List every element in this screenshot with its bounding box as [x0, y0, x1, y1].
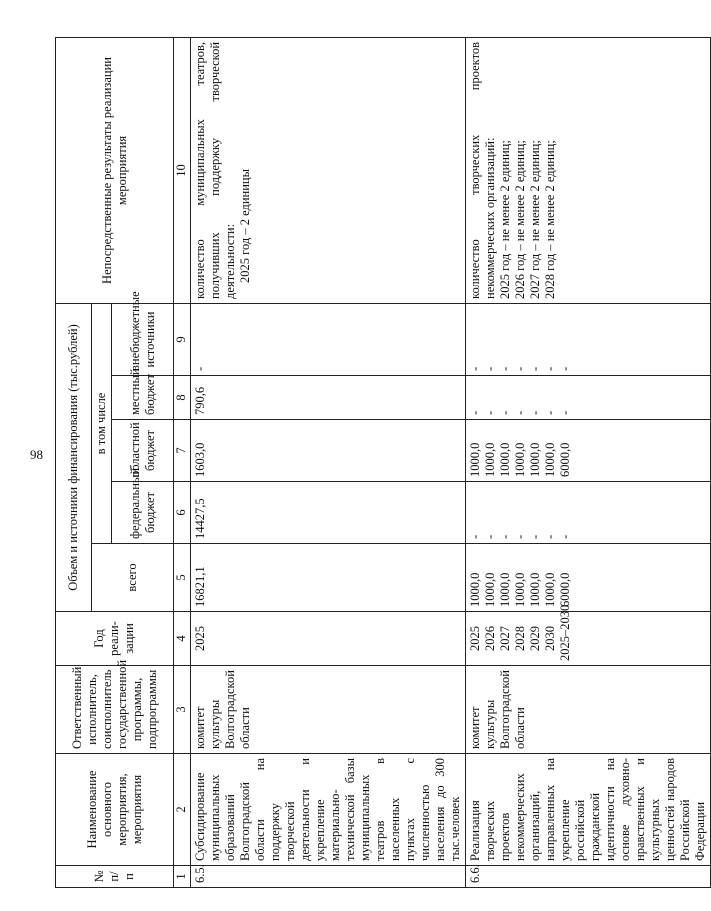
- row-result: [191, 37, 466, 303]
- col-number: 5: [174, 544, 191, 612]
- regional-value: 1000,0: [513, 442, 527, 477]
- regional-value: 1000,0: [498, 442, 512, 477]
- col-number: 8: [174, 376, 191, 420]
- row-number: 6.5.: [191, 866, 466, 888]
- col-number: 7: [174, 420, 191, 482]
- col-number: 1: [174, 866, 191, 888]
- col-number: 6: [174, 482, 191, 544]
- table-row: [466, 37, 711, 887]
- row-local: [191, 376, 466, 420]
- row-years: [466, 604, 711, 666]
- total-value: 1000,0: [483, 572, 497, 607]
- header-results: Непосредственные результаты реализации мероприятия: [56, 37, 174, 303]
- federal-value: -: [498, 534, 512, 539]
- regional-value: 1000,0: [483, 442, 497, 477]
- col-number: 3: [174, 666, 191, 754]
- year-value: 2028: [513, 626, 527, 651]
- result-line: 2027 год – не менее 2 единиц;: [528, 140, 542, 299]
- total-value: 1000,0: [498, 572, 512, 607]
- row-executor: комитет культуры Волгоградской области: [191, 666, 466, 754]
- local-value: -: [468, 410, 482, 415]
- extra-value: -: [558, 366, 572, 371]
- local-value: -: [528, 410, 542, 415]
- header-year: Год реали-зации: [56, 612, 174, 666]
- total-value: 1000,0: [528, 572, 542, 607]
- row-regional: [191, 420, 466, 482]
- regional-value: 1000,0: [528, 442, 542, 477]
- federal-value: -: [483, 534, 497, 539]
- federal-value: 14427,5: [193, 498, 207, 539]
- header-number: № п/п: [56, 866, 174, 888]
- total-value: 1000,0: [513, 572, 527, 607]
- total-value: 1000,0: [543, 572, 557, 607]
- header-name: Наименование основного мероприятия, мероприятия: [56, 754, 174, 866]
- federal-value: -: [528, 534, 542, 539]
- extra-value: -: [498, 366, 512, 371]
- total-value: 1000,0: [468, 572, 482, 607]
- col-number: 2: [174, 754, 191, 866]
- extra-value: -: [193, 366, 207, 371]
- result-line: количество муниципальных театров, получивших поддержку творческой деятельности:: [193, 41, 237, 299]
- row-executor: комитет культуры Волгоградской области: [466, 666, 711, 754]
- year-value: 2025–2030: [558, 604, 572, 661]
- federal-value: -: [513, 534, 527, 539]
- regional-value: 1603,0: [193, 442, 207, 477]
- row-extra: [191, 303, 466, 375]
- row-extra: [466, 303, 711, 375]
- result-line: количество творческих проектов некоммерческих организаций:: [468, 41, 497, 299]
- local-value: -: [558, 410, 572, 415]
- regional-value: 1000,0: [543, 442, 557, 477]
- col-number: 9: [174, 303, 191, 375]
- extra-value: -: [528, 366, 542, 371]
- col-number: 4: [174, 612, 191, 666]
- result-line: 2026 год – не менее 2 единиц;: [513, 140, 527, 299]
- result-line: 2028 год – не менее 2 единиц;: [543, 140, 557, 299]
- row-regional: [466, 420, 711, 482]
- row-local: [466, 376, 711, 420]
- total-value: 6000,0: [558, 572, 572, 607]
- header-funding: Объем и источники финансирования (тыс.рублей): [56, 303, 92, 611]
- local-value: -: [498, 410, 512, 415]
- extra-value: -: [543, 366, 557, 371]
- row-years: [191, 612, 466, 666]
- local-value: -: [543, 410, 557, 415]
- extra-value: -: [483, 366, 497, 371]
- header-regional: областной бюджет: [112, 420, 174, 482]
- page-number: 98: [30, 447, 43, 462]
- year-value: 2025: [193, 626, 207, 651]
- year-value: 2029: [528, 626, 542, 651]
- row-federal: [466, 482, 711, 544]
- header-including: в том числе: [92, 303, 112, 543]
- col-number: 10: [174, 37, 191, 303]
- row-number: 6.6.: [466, 866, 711, 888]
- row-name: Субсидирование муниципальных образований Волгоградской области на поддержку творческой деятельности и укрепление материально-технической базы муниципальных театров в населенных пунктах с численностью населения до 300 тыс.человек: [191, 754, 466, 866]
- result-line: 2025 год – не менее 2 единиц;: [498, 140, 512, 299]
- table-row: [191, 37, 466, 887]
- row-result: [466, 37, 711, 303]
- result-line: 2025 год – 2 единицы: [238, 169, 252, 283]
- regional-value: 6000,0: [558, 442, 572, 477]
- local-value: 790,6: [193, 386, 207, 415]
- header-local: местный бюджет: [112, 376, 174, 420]
- extra-value: -: [513, 366, 527, 371]
- header-federal: федеральный бюджет: [112, 482, 174, 544]
- federal-value: -: [468, 534, 482, 539]
- header-executor: Ответственный исполнитель, соисполнитель государственной программы, подпрограммы: [56, 666, 174, 754]
- year-value: 2025: [468, 626, 482, 651]
- row-federal: [191, 482, 466, 544]
- rotated-table-page: [55, 38, 707, 888]
- year-value: 2030: [543, 626, 557, 651]
- total-value: 16821,1: [193, 566, 207, 607]
- local-value: -: [483, 410, 497, 415]
- year-value: 2027: [498, 626, 512, 651]
- header-total: всего: [92, 544, 174, 612]
- program-table: [55, 37, 711, 888]
- federal-value: -: [558, 534, 572, 539]
- extra-value: -: [468, 366, 482, 371]
- regional-value: 1000,0: [468, 442, 482, 477]
- federal-value: -: [543, 534, 557, 539]
- row-total: [466, 544, 711, 612]
- year-value: 2026: [483, 626, 497, 651]
- local-value: -: [513, 410, 527, 415]
- header-extra: внебюджетные источники: [112, 303, 174, 375]
- row-total: [191, 544, 466, 612]
- row-name: Реализация творческих проектов некоммерческих организаций, направленных на укрепление российской гражданской идентичности на основе духовно-нравственных и культурных ценностей народов Российской Федерации: [466, 754, 711, 866]
